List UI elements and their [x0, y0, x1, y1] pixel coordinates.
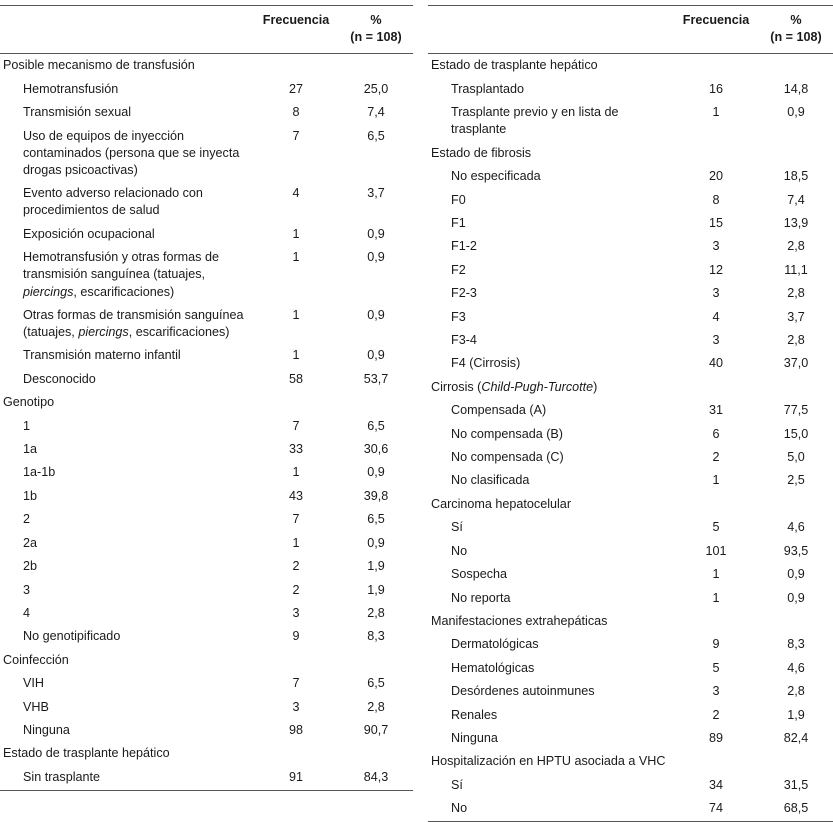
row-frecuencia: [253, 742, 339, 765]
row-frecuencia: 2: [712, 707, 720, 722]
table-row: [428, 633, 833, 656]
table-group-row: [428, 54, 833, 78]
row-porcentaje: [759, 610, 833, 633]
left-table-bottom-rule: [0, 790, 413, 791]
row-porcentaje: 1,9: [367, 582, 385, 597]
row-porcentaje: 25,0: [363, 81, 389, 96]
row-porcentaje: 8,3: [787, 637, 805, 652]
table-row: [0, 438, 413, 461]
row-frecuencia: [253, 54, 339, 78]
row-frecuencia: 40: [708, 356, 723, 371]
column-header-label: [428, 6, 673, 54]
row-frecuencia: 12: [708, 262, 723, 277]
row-frecuencia: 3: [712, 286, 720, 301]
row-porcentaje: 4,6: [787, 520, 805, 535]
row-label: Hematológicas: [451, 660, 535, 675]
row-frecuencia: [673, 493, 759, 516]
left-table-body: [0, 54, 413, 790]
row-label: F0: [451, 192, 466, 207]
row-frecuencia: 8: [292, 105, 300, 120]
row-porcentaje: 1,9: [367, 559, 385, 574]
row-porcentaje: 3,7: [787, 309, 805, 324]
right-table-panel: [428, 0, 833, 822]
table-group-row: [428, 376, 833, 399]
table-row: [428, 212, 833, 235]
row-frecuencia: 16: [708, 81, 723, 96]
row-frecuencia: 2: [292, 582, 300, 597]
row-porcentaje: 13,9: [783, 216, 809, 230]
table-group-row: [0, 742, 413, 765]
row-frecuencia: 3: [712, 239, 720, 254]
row-label: No especificada: [451, 169, 541, 184]
row-frecuencia: [673, 142, 759, 165]
row-porcentaje: 7,4: [787, 192, 805, 207]
row-frecuencia: 6: [712, 426, 720, 441]
row-label: No compensada (C): [451, 450, 564, 465]
group-label: Coinfección: [3, 652, 69, 667]
table-row: [428, 516, 833, 539]
row-porcentaje: 15,0: [783, 426, 809, 441]
row-porcentaje: 39,8: [363, 488, 389, 503]
row-frecuencia: 101: [705, 543, 727, 558]
row-frecuencia: 1: [292, 348, 300, 363]
row-frecuencia: 15: [708, 216, 723, 230]
row-frecuencia: 8: [712, 192, 720, 207]
table-row: [428, 305, 833, 328]
row-label: 1: [23, 418, 31, 433]
row-frecuencia: 1: [292, 226, 300, 241]
table-row: [428, 235, 833, 258]
row-porcentaje: 82,4: [783, 730, 809, 745]
row-porcentaje: 84,3: [363, 769, 389, 784]
table-row: [428, 165, 833, 188]
row-porcentaje: 3,7: [367, 186, 385, 201]
table-row: [0, 555, 413, 578]
row-label: No compensada (B): [451, 426, 563, 441]
row-porcentaje: 93,5: [783, 543, 809, 558]
row-frecuencia: 7: [292, 676, 300, 691]
table-group-row: [428, 142, 833, 165]
row-porcentaje: 6,5: [367, 512, 385, 527]
row-label: Sí: [451, 777, 463, 792]
column-header-label: [0, 6, 253, 54]
row-label: Desórdenes autoinmunes: [451, 684, 595, 699]
row-frecuencia: 9: [292, 629, 300, 644]
row-frecuencia: 33: [288, 442, 303, 457]
row-porcentaje: [339, 649, 413, 672]
table-row: [428, 680, 833, 703]
row-frecuencia: 43: [288, 488, 303, 503]
table-group-row: [0, 54, 413, 78]
table-row: [0, 766, 413, 790]
row-label: Hemotransfusión: [23, 81, 119, 96]
row-porcentaje: 6,5: [367, 418, 385, 433]
table-row: [0, 414, 413, 437]
group-label: Hospitalización en HPTU asociada a VHC: [431, 754, 666, 769]
column-header-porcentaje: % (n = 108): [339, 6, 413, 54]
row-porcentaje: 7,4: [367, 105, 385, 120]
group-label: Estado de trasplante hepático: [431, 58, 598, 73]
row-label: No: [451, 801, 468, 816]
table-row: [0, 719, 413, 742]
row-frecuencia: 2: [712, 450, 720, 465]
row-label: 3: [23, 582, 31, 597]
row-porcentaje: 14,8: [783, 81, 809, 96]
row-porcentaje: 6,5: [367, 128, 385, 143]
left-stat-table: [0, 5, 413, 790]
right-table-head: [428, 6, 833, 54]
row-label: Otras formas de transmisión sanguínea (tatuajes, piercings, escarificaciones): [23, 307, 244, 340]
row-porcentaje: [339, 391, 413, 414]
row-label: F2-3: [451, 286, 477, 301]
table-row: [0, 182, 413, 223]
row-label: F2: [451, 262, 466, 277]
row-frecuencia: 1: [292, 307, 300, 322]
group-label: Estado de fibrosis: [431, 145, 532, 160]
row-frecuencia: 34: [708, 777, 723, 792]
row-frecuencia: 3: [292, 605, 300, 620]
row-frecuencia: 5: [712, 660, 720, 675]
row-frecuencia: [673, 610, 759, 633]
row-porcentaje: 6,5: [367, 676, 385, 691]
column-header-porcentaje: % (n = 108): [759, 6, 833, 54]
row-porcentaje: 2,5: [787, 473, 805, 488]
row-porcentaje: 2,8: [787, 286, 805, 301]
row-porcentaje: 5,0: [787, 450, 805, 465]
row-porcentaje: [339, 54, 413, 78]
row-frecuencia: [673, 54, 759, 78]
row-porcentaje: 0,9: [367, 465, 385, 480]
row-porcentaje: 0,9: [787, 105, 805, 120]
row-frecuencia: 1: [292, 250, 300, 265]
row-frecuencia: 1: [712, 473, 720, 488]
row-label: Sí: [451, 520, 463, 535]
row-frecuencia: 74: [708, 801, 723, 816]
table-row: [0, 625, 413, 648]
row-frecuencia: 9: [712, 637, 720, 652]
table-row: [428, 703, 833, 726]
row-label: 2b: [23, 559, 38, 574]
row-label: Trasplantado: [451, 81, 525, 96]
row-frecuencia: 3: [292, 699, 300, 714]
group-label: Genotipo: [3, 395, 55, 410]
row-frecuencia: 5: [712, 520, 720, 535]
row-frecuencia: 27: [288, 81, 303, 96]
row-label: No clasificada: [451, 473, 530, 488]
table-row: [428, 329, 833, 352]
row-frecuencia: 1: [292, 465, 300, 480]
row-frecuencia: 20: [708, 169, 723, 184]
row-porcentaje: 0,9: [367, 307, 385, 322]
row-frecuencia: 1: [712, 567, 720, 582]
row-label: Sin trasplante: [23, 769, 101, 784]
row-label: Exposición ocupacional: [23, 226, 155, 241]
table-row: [0, 508, 413, 531]
row-porcentaje: 90,7: [363, 722, 389, 737]
row-label: 1b: [23, 488, 38, 503]
row-frecuencia: 2: [292, 559, 300, 574]
row-label: No reporta: [451, 590, 511, 605]
row-porcentaje: 68,5: [783, 801, 809, 816]
row-porcentaje: 31,5: [783, 777, 809, 792]
table-row: [0, 602, 413, 625]
header-row: [428, 6, 833, 54]
group-label: Carcinoma hepatocelular: [431, 496, 572, 511]
row-porcentaje: 8,3: [367, 629, 385, 644]
row-label: F1: [451, 216, 466, 230]
row-frecuencia: 31: [708, 403, 723, 418]
table-row: [428, 101, 833, 142]
table-row: [428, 422, 833, 445]
row-label: F3-4: [451, 333, 477, 348]
row-frecuencia: [253, 649, 339, 672]
row-frecuencia: 1: [712, 590, 720, 605]
row-frecuencia: 58: [288, 371, 303, 386]
row-frecuencia: [253, 391, 339, 414]
row-porcentaje: 30,6: [363, 442, 389, 457]
row-label: 2: [23, 512, 31, 527]
table-row: [428, 540, 833, 563]
row-frecuencia: 3: [712, 684, 720, 699]
header-row: [0, 6, 413, 54]
column-header-n-total: (n = 108): [770, 30, 822, 45]
group-label: Cirrosis (Child-Pugh-Turcotte): [431, 379, 598, 394]
row-porcentaje: 18,5: [783, 169, 809, 184]
row-porcentaje: [759, 142, 833, 165]
row-frecuencia: 7: [292, 418, 300, 433]
table-row: [0, 485, 413, 508]
group-label: Posible mecanismo de transfusión: [3, 58, 195, 73]
table-row: [0, 344, 413, 367]
table-group-row: [0, 649, 413, 672]
row-label: Renales: [451, 707, 498, 722]
table-row: [0, 695, 413, 718]
row-label: Hemotransfusión y otras formas de transmisión sanguínea (tatuajes, piercings, escarificaciones): [23, 250, 219, 299]
row-frecuencia: 89: [708, 730, 723, 745]
column-header-frecuencia: Frecuencia: [673, 6, 759, 54]
row-label: Compensada (A): [451, 403, 547, 418]
table-row: [0, 368, 413, 391]
table-group-row: [428, 610, 833, 633]
row-label: F3: [451, 309, 466, 324]
row-porcentaje: [759, 54, 833, 78]
table-row: [428, 282, 833, 305]
row-frecuencia: 4: [292, 186, 300, 201]
table-group-row: [428, 493, 833, 516]
left-table-head: [0, 6, 413, 54]
group-label: Manifestaciones extrahepáticas: [431, 613, 608, 628]
column-header-n-total: (n = 108): [350, 30, 402, 45]
row-porcentaje: 0,9: [787, 567, 805, 582]
row-label: Trasplante previo y en lista de trasplante: [451, 105, 619, 137]
table-row: [428, 657, 833, 680]
row-label: F1-2: [451, 239, 477, 254]
row-porcentaje: 53,7: [363, 371, 389, 386]
row-porcentaje: 0,9: [367, 348, 385, 363]
row-porcentaje: [339, 742, 413, 765]
row-porcentaje: 1,9: [787, 707, 805, 722]
table-row: [428, 727, 833, 750]
row-porcentaje: 37,0: [783, 356, 809, 371]
row-label: No: [451, 543, 468, 558]
row-frecuencia: 91: [288, 769, 303, 784]
row-label: 2a: [23, 535, 38, 550]
row-label: Desconocido: [23, 371, 96, 386]
row-frecuencia: 7: [292, 128, 300, 143]
row-frecuencia: 1: [292, 535, 300, 550]
table-row: [428, 78, 833, 101]
row-porcentaje: 2,8: [367, 699, 385, 714]
row-frecuencia: 3: [712, 333, 720, 348]
table-row: [0, 672, 413, 695]
row-porcentaje: 2,8: [787, 333, 805, 348]
row-porcentaje: 0,9: [367, 250, 385, 265]
row-porcentaje: 4,6: [787, 660, 805, 675]
row-label: VIH: [23, 676, 44, 691]
table-row: [428, 259, 833, 282]
row-porcentaje: 2,8: [787, 239, 805, 254]
row-frecuencia: 1: [712, 105, 720, 120]
table-row: [0, 246, 413, 304]
row-label: Sospecha: [451, 567, 508, 582]
row-label: 1a-1b: [23, 465, 56, 480]
table-row: [0, 124, 413, 182]
table-row: [0, 101, 413, 124]
group-label: Estado de trasplante hepático: [3, 746, 170, 761]
table-row: [428, 188, 833, 211]
row-label: VHB: [23, 699, 49, 714]
table-row: [0, 578, 413, 601]
row-frecuencia: [673, 376, 759, 399]
row-porcentaje: 2,8: [367, 605, 385, 620]
row-frecuencia: 4: [712, 309, 720, 324]
row-label: 1a: [23, 442, 38, 457]
row-label: Transmisión materno infantil: [23, 348, 181, 363]
row-porcentaje: 11,1: [784, 262, 808, 277]
row-porcentaje: 0,9: [367, 226, 385, 241]
table-group-row: [0, 391, 413, 414]
row-label: Transmisión sexual: [23, 105, 132, 120]
table-row: [0, 461, 413, 484]
row-label: Uso de equipos de inyección contaminados (persona que se inyecta drogas psicoactivas): [23, 128, 240, 177]
table-row: [428, 469, 833, 492]
row-frecuencia: 7: [292, 512, 300, 527]
row-porcentaje: 0,9: [787, 590, 805, 605]
table-row: [428, 352, 833, 375]
row-label: Ninguna: [451, 730, 498, 745]
row-porcentaje: [759, 493, 833, 516]
row-frecuencia: 98: [288, 722, 303, 737]
row-porcentaje: 77,5: [783, 403, 809, 418]
table-row: [428, 399, 833, 422]
table-row: [428, 774, 833, 797]
table-row: [428, 797, 833, 821]
table-row: [0, 304, 413, 345]
table-row: [428, 446, 833, 469]
row-label: 4: [23, 605, 31, 620]
row-porcentaje: [759, 376, 833, 399]
row-label: No genotipificado: [23, 629, 121, 644]
table-row: [428, 586, 833, 609]
left-table-panel: [0, 0, 413, 791]
right-table-body: [428, 54, 833, 822]
table-row: [0, 78, 413, 101]
row-label: Dermatológicas: [451, 637, 539, 652]
row-label: Evento adverso relacionado con procedimientos de salud: [23, 186, 203, 218]
column-header-frecuencia: Frecuencia: [253, 6, 339, 54]
table-row: [0, 223, 413, 246]
right-stat-table: [428, 5, 833, 821]
row-label: F4 (Cirrosis): [451, 356, 521, 371]
table-row: [428, 563, 833, 586]
table-row: [0, 532, 413, 555]
row-porcentaje: 0,9: [367, 535, 385, 550]
row-label: Ninguna: [23, 722, 70, 737]
row-porcentaje: 2,8: [787, 684, 805, 699]
